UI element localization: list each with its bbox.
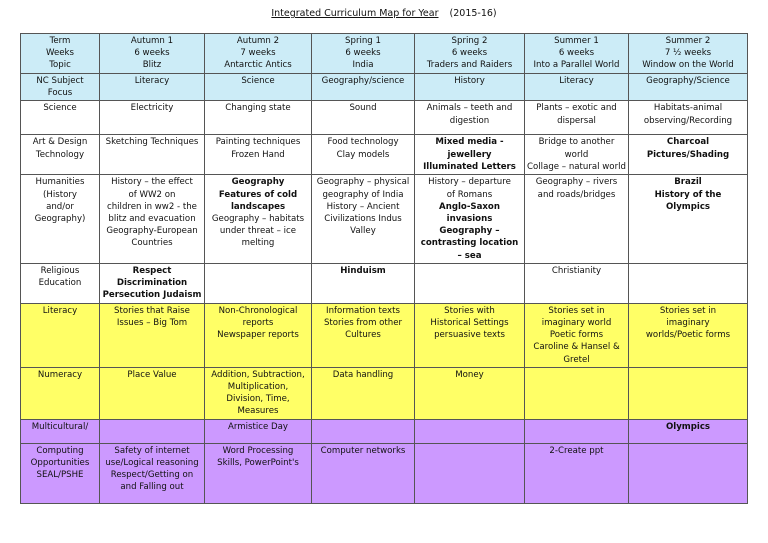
cell <box>415 419 525 443</box>
cell-line: Food technology <box>327 137 399 148</box>
header-labels-cell <box>21 34 100 74</box>
cell-line: Armistice Day <box>228 421 288 432</box>
row-label-line: Humanities <box>35 177 85 188</box>
term-weeks: 6 weeks <box>451 48 488 59</box>
cell-line: Multiplication, <box>227 382 289 393</box>
row-label <box>21 74 100 101</box>
term-topic: Traders and Raiders <box>426 60 513 71</box>
header-row <box>21 34 748 74</box>
row-science <box>21 101 748 135</box>
row-label: Literacy <box>21 303 100 367</box>
cell <box>415 135 525 175</box>
row-label: Multicultural/ <box>21 419 100 443</box>
cell <box>205 101 312 135</box>
cell-line: Respect <box>132 265 172 276</box>
cell <box>312 443 415 503</box>
cell <box>525 443 629 503</box>
cell: Geography/Science <box>629 74 748 101</box>
cell-line: imaginary world <box>541 318 612 329</box>
cell-line: geography of India <box>322 189 404 200</box>
document-title <box>0 8 768 19</box>
cell-line: imaginary <box>666 318 710 329</box>
row-label-line: Opportunities <box>30 457 90 468</box>
cell-line: Valley <box>350 226 376 237</box>
cell-line: Addition, Subtraction, <box>211 369 305 380</box>
cell <box>312 419 415 443</box>
cell <box>629 135 748 175</box>
term-name: Spring 2 <box>451 36 488 46</box>
cell-line: Illuminated Letters <box>423 161 516 172</box>
cell <box>100 175 205 263</box>
cell <box>205 303 312 367</box>
cell-line: contrasting location <box>420 238 519 249</box>
cell-line: and roads/bridges <box>537 189 616 200</box>
cell-line: 2-Create ppt <box>549 445 604 456</box>
cell-line: Animals – teeth and <box>426 103 513 114</box>
cell <box>525 135 629 175</box>
cell: Literacy <box>100 74 205 101</box>
cell-line: Money <box>455 369 484 380</box>
cell <box>100 135 205 175</box>
row-label: Numeracy <box>21 367 100 419</box>
cell <box>525 303 629 367</box>
row-label-line: Focus <box>47 88 73 99</box>
cell <box>629 263 748 303</box>
cell-line: digestion <box>449 115 490 126</box>
cell-line: world <box>564 149 589 160</box>
row-art-design <box>21 135 748 175</box>
cell-line: Features of cold <box>218 189 298 200</box>
cell-line: Cultures <box>345 330 381 341</box>
cell <box>415 263 525 303</box>
term-topic: India <box>352 60 374 71</box>
cell-line: and Falling out <box>120 482 184 493</box>
cell-line: Pictures/Shading <box>646 149 730 160</box>
term-weeks: 7 weeks <box>240 48 276 59</box>
row-label <box>21 175 100 263</box>
cell: History <box>415 74 525 101</box>
term-name: Autumn 2 <box>236 36 280 46</box>
cell-line: History of the <box>654 189 722 200</box>
cell <box>205 367 312 419</box>
cell-line: reports <box>242 318 274 329</box>
row-label <box>21 135 100 175</box>
header-term-cell <box>312 34 415 74</box>
row-nc-subject-focus <box>21 74 748 101</box>
cell <box>415 443 525 503</box>
cell-line: observing/Recording <box>643 115 733 126</box>
cell-line: Respect/Getting on <box>110 470 194 481</box>
cell-line: Non-Chronological <box>218 305 298 316</box>
row-computing-seal <box>21 443 748 503</box>
cell-line: Geography – rivers <box>535 177 618 188</box>
cell <box>629 419 748 443</box>
cell-line: invasions <box>446 214 493 225</box>
row-label-line: Computing <box>36 445 84 456</box>
cell-line: History – departure <box>428 177 511 188</box>
cell <box>312 263 415 303</box>
cell <box>312 135 415 175</box>
cell <box>525 175 629 263</box>
row-numeracy <box>21 367 748 419</box>
row-literacy <box>21 303 748 367</box>
label-weeks: Weeks <box>45 48 75 59</box>
cell-line: Frozen Hand <box>231 149 285 160</box>
row-label-line: Art & Design <box>32 137 88 148</box>
cell-line: jewellery <box>447 149 492 160</box>
row-label-line: (History <box>43 189 77 200</box>
header-term-cell <box>205 34 312 74</box>
header-term-cell <box>415 34 525 74</box>
cell-line: Skills, PowerPoint's <box>217 457 299 468</box>
term-weeks: 6 weeks <box>134 48 170 59</box>
cell <box>312 175 415 263</box>
cell-line: Division, Time, <box>226 394 290 405</box>
term-name: Summer 2 <box>665 36 711 46</box>
row-label-line: Education <box>38 278 82 289</box>
cell: Literacy <box>525 74 629 101</box>
cell <box>629 175 748 263</box>
cell <box>415 175 525 263</box>
term-topic: Window on the World <box>642 60 734 71</box>
row-multicultural <box>21 419 748 443</box>
cell-line: blitz and evacuation <box>108 214 196 225</box>
row-label-line: Technology <box>35 149 85 160</box>
header-term-cell <box>100 34 205 74</box>
row-label <box>21 443 100 503</box>
cell-line: dispersal <box>557 115 596 126</box>
cell <box>100 101 205 135</box>
cell <box>525 419 629 443</box>
cell-line: Geography – physical <box>316 177 410 188</box>
cell <box>312 303 415 367</box>
cell-line: Habitats-animal <box>653 103 723 114</box>
cell-line: Charcoal <box>666 137 710 148</box>
cell-line: Sound <box>349 103 377 114</box>
cell-line: Computer networks <box>320 445 406 456</box>
title-year: (2015-16) <box>449 8 497 19</box>
term-weeks: 7 ½ weeks <box>664 48 712 59</box>
cell-line: Discrimination <box>116 278 188 289</box>
cell-line: Civilizations Indus <box>324 214 402 225</box>
cell-line: Data handling <box>332 369 394 380</box>
cell-line: Issues – Big Tom <box>116 318 188 329</box>
cell <box>629 367 748 419</box>
row-label-line: and/or <box>46 201 74 212</box>
cell-line: Geography-European <box>106 226 198 237</box>
row-label-line: SEAL/PSHE <box>36 470 84 481</box>
cell-line: use/Logical reasoning <box>105 457 199 468</box>
cell-line: Sketching Techniques <box>105 137 199 148</box>
term-name: Autumn 1 <box>130 36 174 46</box>
cell-line: Historical Settings <box>430 318 509 329</box>
row-label <box>21 263 100 303</box>
cell-line: of Romans <box>446 189 493 200</box>
term-weeks: 6 weeks <box>558 48 595 59</box>
cell-line: Painting techniques <box>215 137 301 148</box>
cell <box>205 263 312 303</box>
title-main: Integrated Curriculum Map for Year <box>271 8 439 19</box>
cell-line: – sea <box>457 250 482 261</box>
cell <box>415 101 525 135</box>
cell-line: Plants – exotic and <box>536 103 617 114</box>
cell <box>205 443 312 503</box>
cell <box>525 263 629 303</box>
cell-line: children in ww2 - the <box>107 201 197 212</box>
row-label-line: NC Subject <box>36 76 84 86</box>
cell-line: Stories set in <box>548 305 605 316</box>
curriculum-table <box>20 33 748 504</box>
cell <box>100 303 205 367</box>
cell <box>629 443 748 503</box>
cell-line: of WW2 on <box>128 189 176 200</box>
cell <box>205 175 312 263</box>
cell-line: Information texts <box>326 305 400 316</box>
cell-line: Stories set in <box>659 305 717 316</box>
cell-line: Olympics <box>665 421 711 432</box>
cell-line: Brazil <box>674 177 702 188</box>
cell: Science <box>205 74 312 101</box>
term-weeks: 6 weeks <box>345 48 381 59</box>
cell <box>100 443 205 503</box>
cell-line: Geography <box>231 177 285 188</box>
term-topic: Into a Parallel World <box>533 60 620 71</box>
cell-line: Olympics <box>665 201 711 212</box>
label-term: Term <box>49 36 71 46</box>
cell <box>415 303 525 367</box>
row-label-line: Religious <box>40 265 80 276</box>
term-name: Spring 1 <box>345 36 381 46</box>
cell-line: Hinduism <box>340 265 386 276</box>
term-name: Summer 1 <box>554 36 599 46</box>
label-topic: Topic <box>49 60 71 71</box>
cell-line: Geography – habitats <box>211 214 305 225</box>
row-religious-education <box>21 263 748 303</box>
cell <box>100 367 205 419</box>
cell-line: Safety of internet <box>114 445 190 456</box>
cell <box>100 263 205 303</box>
cell <box>100 419 205 443</box>
cell <box>629 101 748 135</box>
cell-line: Stories with <box>444 305 495 316</box>
cell: Geography/science <box>312 74 415 101</box>
term-topic: Antarctic Antics <box>224 60 292 71</box>
cell-line: Changing state <box>225 103 291 114</box>
cell <box>525 101 629 135</box>
cell-line: worlds/Poetic forms <box>645 330 731 341</box>
cell-line: Newspaper reports <box>217 330 299 341</box>
cell <box>415 367 525 419</box>
cell-line: Christianity <box>551 265 602 276</box>
cell <box>205 419 312 443</box>
cell <box>312 367 415 419</box>
header-term-cell <box>629 34 748 74</box>
cell <box>205 135 312 175</box>
cell-line: Place Value <box>127 369 177 380</box>
cell-line: Word Processing <box>222 445 294 456</box>
cell <box>525 367 629 419</box>
row-label-line: Geography) <box>34 214 86 225</box>
cell-line: Collage – natural world <box>527 161 626 172</box>
cell-line: Stories from other <box>323 318 403 329</box>
cell-line: landscapes <box>230 201 286 212</box>
cell-line: History – the effect <box>111 177 193 188</box>
cell-line: Electricity <box>130 103 174 114</box>
cell <box>312 101 415 135</box>
cell-line: Measures <box>237 406 279 417</box>
cell-line: Anglo-Saxon <box>439 201 500 212</box>
row-humanities <box>21 175 748 263</box>
cell-line: Stories that Raise <box>114 305 190 316</box>
header-term-cell <box>525 34 629 74</box>
cell-line: melting <box>241 238 275 249</box>
cell-line: Persecution Judaism <box>102 290 202 301</box>
cell-line: Gretel <box>563 354 590 365</box>
cell-line: Countries <box>131 238 173 249</box>
cell-line: Poetic forms <box>549 330 604 341</box>
cell-line: Caroline & Hansel & <box>533 342 620 353</box>
cell-line: Clay models <box>336 149 390 160</box>
cell <box>629 303 748 367</box>
cell-line: under threat – ice <box>219 226 297 237</box>
term-topic: Blitz <box>142 60 162 71</box>
cell-line: History – Ancient <box>326 201 400 212</box>
cell-line: Geography – <box>439 226 500 237</box>
cell-line: persuasive texts <box>434 330 505 341</box>
cell-line: Bridge to another <box>538 137 615 148</box>
cell-line: Mixed media - <box>435 137 504 148</box>
row-label: Science <box>21 101 100 135</box>
